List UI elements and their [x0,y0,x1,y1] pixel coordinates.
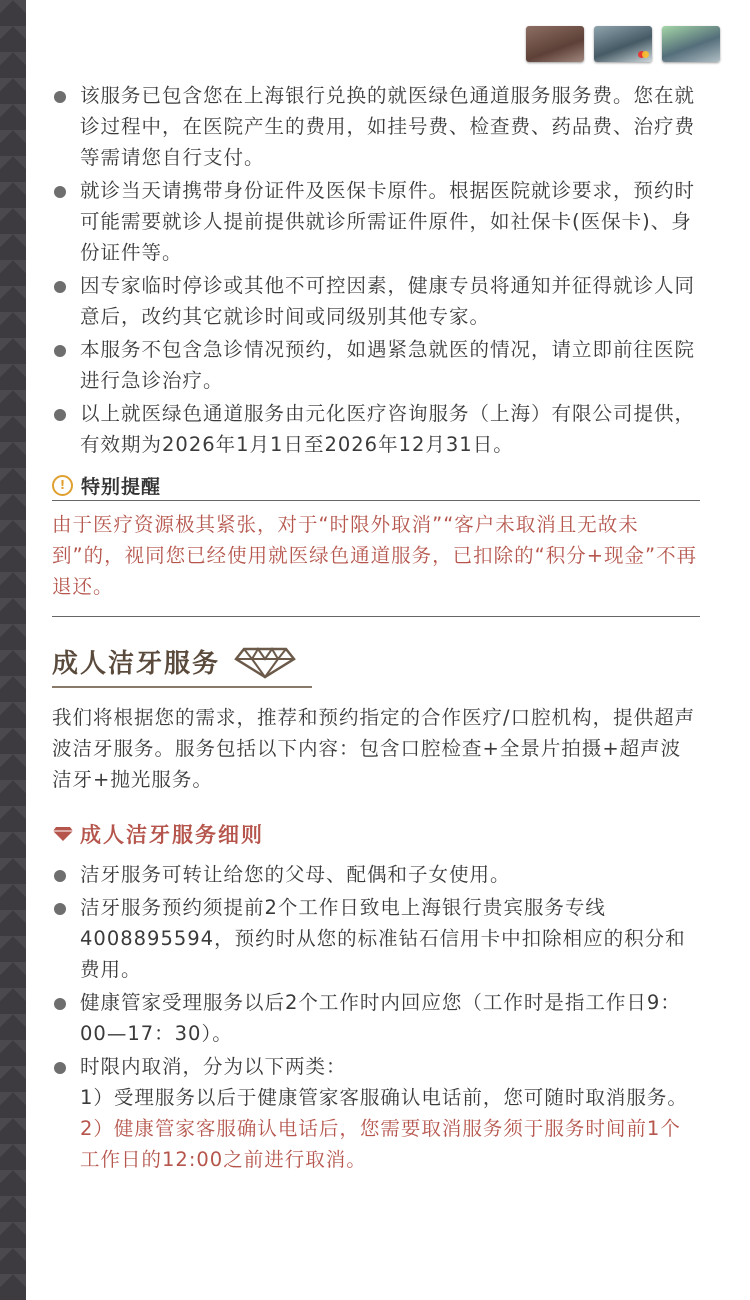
top-bullet-list [52,80,700,460]
list-item: 该服务已包含您在上海银行兑换的就医绿色通道服务服务费。您在就诊过程中，在医院产生的费用，如挂号费、检查费、药品费、治疗费等需请您自行支付。 [52,80,700,173]
section-heading [52,643,700,680]
sub-item: 1）受理服务以后于健康管家客服确认电话前，您可随时取消服务。 [80,1086,688,1109]
rules-heading [52,819,700,849]
bullet-icon [54,998,66,1010]
special-notice-title: 特别提醒 [81,475,162,498]
bullet-icon [54,409,66,421]
bullet-icon [54,345,66,357]
credit-card-image [526,26,584,62]
list-item: 洁牙服务可转让给您的父母、配偶和子女使用。 [52,859,700,890]
section-intro: 我们将根据您的需求，推荐和预约指定的合作医疗/口腔机构，提供超声波洁牙服务。服务包括以下内容：包含口腔检查+全景片拍摄+超声波洁牙+抛光服务。 [52,706,696,791]
bullet-icon [54,186,66,198]
credit-card-image [662,26,720,62]
bullet-icon [54,903,66,915]
rules-list [52,859,700,1175]
decorative-side-strip [0,0,26,1300]
card-thumbnails [526,26,720,62]
rules-title: 成人洁牙服务细则 [80,823,264,847]
list-item: 以上就医绿色通道服务由元化医疗咨询服务（上海）有限公司提供，有效期为2026年1月1日至2026年12月31日。 [52,398,700,460]
bullet-icon [54,870,66,882]
diamond-icon [52,826,74,842]
list-item: 时限内取消，分为以下两类： 1）受理服务以后于健康管家客服确认电话前，您可随时取消服务。 2）健康管家客服确认电话后，您需要取消服务须于服务时间前1个工作日的12:00之前进行取消。 [52,1051,700,1175]
special-notice-body: 由于医疗资源极其紧张，对于“时限外取消”“客户未取消且无故未到”的，视同您已经使用就医绿色通道服务，已扣除的“积分+现金”不再退还。 [52,501,700,617]
list-item: 洁牙服务预约须提前2个工作日致电上海银行贵宾服务专线4008895594，预约时从您的标准钻石信用卡中扣除相应的积分和费用。 [52,892,700,985]
list-item: 因专家临时停诊或其他不可控因素，健康专员将通知并征得就诊人同意后，改约其它就诊时间或同级别其他专家。 [52,270,700,332]
list-item: 健康管家受理服务以后2个工作时内回应您（工作时是指工作日9：00—17：30）。 [52,987,700,1049]
bullet-icon [54,91,66,103]
section-title: 成人洁牙服务 [52,649,221,679]
credit-card-image [594,26,652,62]
list-item: 本服务不包含急诊情况预约，如遇紧急就医的情况，请立即前往医院进行急诊治疗。 [52,334,700,396]
mastercard-logo-icon [638,51,648,58]
bullet-icon [54,281,66,293]
sub-item-highlighted: 2）健康管家客服确认电话后，您需要取消服务须于服务时间前1个工作日的12:00之前进行取消。 [80,1117,681,1171]
main-content [52,80,700,1177]
diamond-icon [234,645,296,679]
list-item: 就诊当天请携带身份证件及医保卡原件。根据医院就诊要求，预约时可能需要就诊人提前提供就诊所需证件原件，如社保卡(医保卡)、身份证件等。 [52,175,700,268]
special-notice-header [52,470,700,501]
exclamation-circle-icon: ! [52,475,73,496]
section-divider [52,686,312,688]
bullet-icon [54,1062,66,1074]
